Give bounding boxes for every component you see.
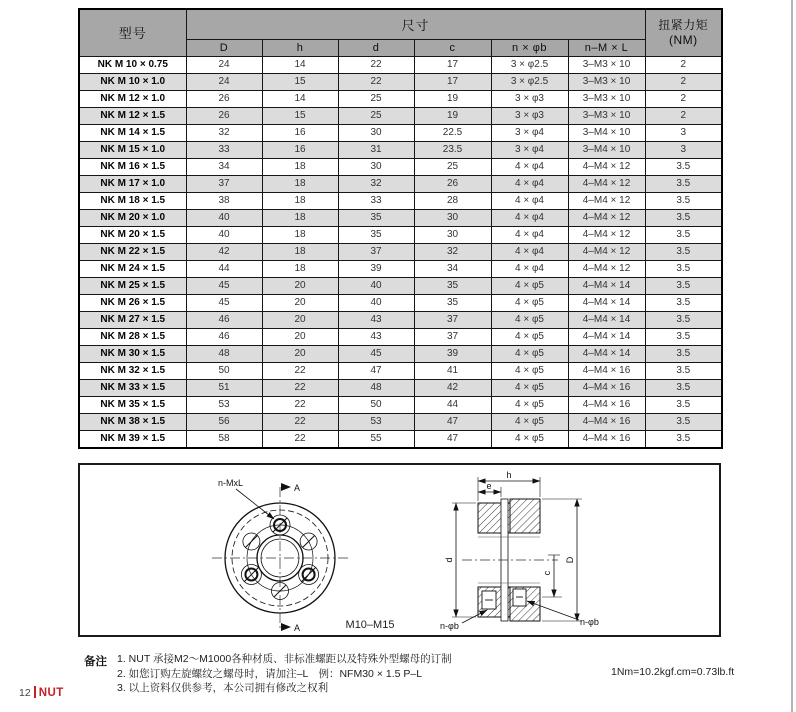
cell-nml: 4–M4 × 12 (568, 175, 645, 192)
cell-h: 18 (262, 243, 338, 260)
cell-nml: 4–M4 × 12 (568, 209, 645, 226)
cell-nml: 4–M4 × 12 (568, 226, 645, 243)
cell-model: NK M 35 × 1.5 (79, 396, 186, 413)
sub-column-header: d (338, 39, 414, 56)
cell-nm: 3.5 (645, 311, 722, 328)
cell-c: 47 (414, 430, 491, 448)
cell-nml: 3–M3 × 10 (568, 56, 645, 73)
cell-nm: 3.5 (645, 345, 722, 362)
cell-d: 53 (338, 413, 414, 430)
cell-D: 46 (186, 311, 262, 328)
cell-nm: 3.5 (645, 294, 722, 311)
page-right-rule (791, 0, 793, 712)
brand-logo: NUT (38, 687, 64, 699)
cell-model: NK M 14 × 1.5 (79, 124, 186, 141)
cell-D: 34 (186, 158, 262, 175)
cell-nml: 4–M4 × 14 (568, 277, 645, 294)
cell-h: 20 (262, 311, 338, 328)
cell-nb: 3 × φ4 (491, 124, 568, 141)
cell-nb: 4 × φ5 (491, 362, 568, 379)
cell-h: 16 (262, 141, 338, 158)
cell-nm: 3.5 (645, 396, 722, 413)
cell-nml: 4–M4 × 14 (568, 294, 645, 311)
column-header-torque (645, 9, 722, 56)
table-row (79, 430, 722, 448)
cell-nb: 4 × φ5 (491, 311, 568, 328)
dim-D-label: D (565, 556, 575, 564)
cell-c: 39 (414, 345, 491, 362)
table-row (79, 243, 722, 260)
cell-nb: 4 × φ4 (491, 226, 568, 243)
cell-model: NK M 18 × 1.5 (79, 192, 186, 209)
dim-e-label: e (486, 481, 492, 491)
cell-model: NK M 20 × 1.5 (79, 226, 186, 243)
cell-h: 14 (262, 90, 338, 107)
cell-nb: 4 × φ4 (491, 260, 568, 277)
cell-c: 37 (414, 311, 491, 328)
cell-D: 56 (186, 413, 262, 430)
table-row (79, 192, 722, 209)
sub-column-header: D (186, 39, 262, 56)
dim-c-label: c (542, 570, 552, 576)
table-row (79, 73, 722, 90)
cell-nml: 4–M4 × 16 (568, 430, 645, 448)
notes-label: 备注 (84, 656, 107, 668)
cell-h: 16 (262, 124, 338, 141)
cell-d: 25 (338, 90, 414, 107)
n-phib-label-left: n-φb (440, 621, 459, 631)
table-row (79, 413, 722, 430)
note-line: 1. NUT 承接M2～M1000各种材质、非标准螺距以及特殊外型螺母的订制 (117, 653, 452, 665)
cell-nml: 3–M4 × 10 (568, 124, 645, 141)
section-label-bottom: A (294, 623, 301, 633)
cell-model: NK M 28 × 1.5 (79, 328, 186, 345)
cell-nml: 4–M4 × 16 (568, 379, 645, 396)
cell-h: 15 (262, 73, 338, 90)
cell-h: 18 (262, 175, 338, 192)
cell-nm: 3.5 (645, 192, 722, 209)
cell-c: 30 (414, 209, 491, 226)
cell-d: 43 (338, 328, 414, 345)
cell-c: 23.5 (414, 141, 491, 158)
cell-d: 37 (338, 243, 414, 260)
cell-nm: 3.5 (645, 260, 722, 277)
cell-nml: 3–M3 × 10 (568, 107, 645, 124)
cell-c: 30 (414, 226, 491, 243)
cell-c: 17 (414, 56, 491, 73)
cell-D: 24 (186, 73, 262, 90)
cell-nm: 3 (645, 124, 722, 141)
cell-nb: 4 × φ4 (491, 243, 568, 260)
cell-D: 51 (186, 379, 262, 396)
spec-table (78, 8, 723, 449)
cell-nm: 3.5 (645, 430, 722, 448)
cell-model: NK M 33 × 1.5 (79, 379, 186, 396)
cell-nb: 3 × φ2.5 (491, 73, 568, 90)
cell-nm: 2 (645, 90, 722, 107)
spec-table-body (79, 56, 722, 448)
cell-d: 22 (338, 73, 414, 90)
page-footer (19, 686, 64, 699)
cell-nm: 2 (645, 56, 722, 73)
cell-D: 32 (186, 124, 262, 141)
cell-c: 17 (414, 73, 491, 90)
table-row (79, 362, 722, 379)
cell-h: 18 (262, 158, 338, 175)
cell-model: NK M 22 × 1.5 (79, 243, 186, 260)
section-label-top: A (294, 483, 301, 493)
notes-list (117, 652, 452, 696)
phib-hole-right (513, 589, 526, 606)
cell-D: 24 (186, 56, 262, 73)
cell-model: NK M 12 × 1.0 (79, 90, 186, 107)
cell-D: 33 (186, 141, 262, 158)
column-header-model: 型号 (79, 9, 186, 56)
cell-nm: 3.5 (645, 362, 722, 379)
table-row (79, 158, 722, 175)
cell-D: 45 (186, 277, 262, 294)
torque-header-line1: 扭紧力矩 (658, 17, 709, 32)
cell-h: 22 (262, 379, 338, 396)
cell-c: 26 (414, 175, 491, 192)
cell-c: 22.5 (414, 124, 491, 141)
cell-nml: 4–M4 × 16 (568, 362, 645, 379)
cell-nml: 4–M4 × 14 (568, 328, 645, 345)
note-line: 3. 以上资料仅供参考，本公司拥有修改之权利 (117, 682, 329, 695)
cell-nb: 4 × φ5 (491, 379, 568, 396)
cell-D: 26 (186, 107, 262, 124)
cell-h: 14 (262, 56, 338, 73)
cell-nb: 4 × φ5 (491, 430, 568, 448)
cell-nml: 3–M3 × 10 (568, 73, 645, 90)
cell-c: 47 (414, 413, 491, 430)
table-row (79, 209, 722, 226)
cell-model: NK M 25 × 1.5 (79, 277, 186, 294)
table-row (79, 277, 722, 294)
n-phib-label-right: n-φb (580, 617, 599, 627)
cell-model: NK M 27 × 1.5 (79, 311, 186, 328)
cell-d: 55 (338, 430, 414, 448)
cell-d: 32 (338, 175, 414, 192)
cell-h: 18 (262, 209, 338, 226)
cell-nml: 3–M4 × 10 (568, 141, 645, 158)
cell-model: NK M 16 × 1.5 (79, 158, 186, 175)
cell-d: 39 (338, 260, 414, 277)
cell-c: 25 (414, 158, 491, 175)
cell-D: 45 (186, 294, 262, 311)
cell-model: NK M 12 × 1.5 (79, 107, 186, 124)
cell-nm: 3.5 (645, 328, 722, 345)
cell-nb: 4 × φ5 (491, 294, 568, 311)
cell-model: NK M 10 × 1.0 (79, 73, 186, 90)
cell-c: 42 (414, 379, 491, 396)
cell-d: 40 (338, 294, 414, 311)
cell-nml: 3–M3 × 10 (568, 90, 645, 107)
column-header-dimensions: 尺寸 (186, 9, 645, 39)
table-row (79, 90, 722, 107)
cell-c: 37 (414, 328, 491, 345)
cell-d: 40 (338, 277, 414, 294)
section-arrow-top (281, 483, 291, 491)
table-row (79, 396, 722, 413)
dim-d-label: d (444, 557, 454, 563)
table-row (79, 311, 722, 328)
cell-model: NK M 10 × 0.75 (79, 56, 186, 73)
cell-d: 48 (338, 379, 414, 396)
cell-nm: 3.5 (645, 226, 722, 243)
cell-c: 34 (414, 260, 491, 277)
cell-nm: 2 (645, 107, 722, 124)
cell-nml: 4–M4 × 14 (568, 311, 645, 328)
cell-h: 22 (262, 413, 338, 430)
cell-nb: 4 × φ5 (491, 328, 568, 345)
cell-model: NK M 39 × 1.5 (79, 430, 186, 448)
cell-model: NK M 32 × 1.5 (79, 362, 186, 379)
cell-d: 31 (338, 141, 414, 158)
cell-d: 33 (338, 192, 414, 209)
cell-c: 32 (414, 243, 491, 260)
n-mxl-label: n-MxL (218, 478, 244, 488)
cell-h: 18 (262, 226, 338, 243)
cell-model: NK M 15 × 1.0 (79, 141, 186, 158)
cell-c: 41 (414, 362, 491, 379)
cell-D: 40 (186, 226, 262, 243)
cell-nml: 4–M4 × 12 (568, 260, 645, 277)
cell-nb: 3 × φ4 (491, 141, 568, 158)
table-row (79, 107, 722, 124)
cell-nb: 3 × φ2.5 (491, 56, 568, 73)
cell-D: 48 (186, 345, 262, 362)
cell-h: 20 (262, 328, 338, 345)
cell-d: 25 (338, 107, 414, 124)
table-row (79, 141, 722, 158)
cell-d: 50 (338, 396, 414, 413)
cell-d: 35 (338, 209, 414, 226)
cell-h: 22 (262, 362, 338, 379)
cell-D: 58 (186, 430, 262, 448)
front-view (212, 478, 394, 633)
cell-d: 22 (338, 56, 414, 73)
cell-model: NK M 20 × 1.0 (79, 209, 186, 226)
cell-model: NK M 26 × 1.5 (79, 294, 186, 311)
cell-D: 40 (186, 209, 262, 226)
table-row (79, 226, 722, 243)
cell-nm: 3.5 (645, 379, 722, 396)
cell-nml: 4–M4 × 12 (568, 158, 645, 175)
table-row (79, 294, 722, 311)
sub-column-header: n × φb (491, 39, 568, 56)
cell-D: 53 (186, 396, 262, 413)
cell-D: 37 (186, 175, 262, 192)
cell-nm: 3 (645, 141, 722, 158)
cell-nb: 4 × φ5 (491, 413, 568, 430)
table-row (79, 260, 722, 277)
cell-h: 15 (262, 107, 338, 124)
table-row (79, 56, 722, 73)
table-row (79, 124, 722, 141)
cell-d: 35 (338, 226, 414, 243)
cell-nml: 4–M4 × 16 (568, 396, 645, 413)
note-line: 2. 如您订购左旋螺纹之螺母时，请加注–L 例：NFM30 × 1.5 P–L (117, 667, 423, 680)
table-row (79, 379, 722, 396)
cell-nb: 4 × φ5 (491, 277, 568, 294)
cell-d: 30 (338, 158, 414, 175)
cell-h: 20 (262, 345, 338, 362)
cell-D: 50 (186, 362, 262, 379)
cell-c: 35 (414, 277, 491, 294)
cell-d: 45 (338, 345, 414, 362)
view-caption: M10–M15 (345, 619, 395, 631)
cell-d: 30 (338, 124, 414, 141)
cell-c: 28 (414, 192, 491, 209)
cell-nm: 3.5 (645, 209, 722, 226)
cell-h: 22 (262, 396, 338, 413)
table-row (79, 345, 722, 362)
cell-c: 19 (414, 107, 491, 124)
cell-d: 47 (338, 362, 414, 379)
cell-nb: 4 × φ4 (491, 175, 568, 192)
cell-nm: 3.5 (645, 277, 722, 294)
cell-nb: 4 × φ4 (491, 158, 568, 175)
cell-nb: 4 × φ4 (491, 209, 568, 226)
cell-D: 42 (186, 243, 262, 260)
cell-nml: 4–M4 × 12 (568, 192, 645, 209)
cell-d: 43 (338, 311, 414, 328)
sub-column-header: n–M × L (568, 39, 645, 56)
cell-nm: 3.5 (645, 243, 722, 260)
cell-nm: 3.5 (645, 175, 722, 192)
dim-h-label: h (506, 470, 512, 480)
cell-h: 20 (262, 277, 338, 294)
cell-D: 46 (186, 328, 262, 345)
cell-nb: 3 × φ3 (491, 90, 568, 107)
cell-c: 44 (414, 396, 491, 413)
cell-nm: 3.5 (645, 158, 722, 175)
page-number: 12 (19, 687, 31, 699)
cell-model: NK M 24 × 1.5 (79, 260, 186, 277)
cell-c: 19 (414, 90, 491, 107)
technical-drawing-panel (78, 463, 721, 637)
technical-drawing (80, 465, 719, 635)
cell-nm: 2 (645, 73, 722, 90)
section-arrow-bottom (281, 623, 291, 631)
section-view (440, 470, 599, 631)
cell-nml: 4–M4 × 14 (568, 345, 645, 362)
table-row (79, 328, 722, 345)
cell-model: NK M 38 × 1.5 (79, 413, 186, 430)
cell-model: NK M 30 × 1.5 (79, 345, 186, 362)
sub-column-header: c (414, 39, 491, 56)
cell-nml: 4–M4 × 16 (568, 413, 645, 430)
cell-h: 18 (262, 192, 338, 209)
torque-header-line2: (NM) (668, 32, 698, 47)
cell-nml: 4–M4 × 12 (568, 243, 645, 260)
cell-h: 20 (262, 294, 338, 311)
cell-nb: 4 × φ5 (491, 345, 568, 362)
cell-h: 18 (262, 260, 338, 277)
cell-nb: 4 × φ4 (491, 192, 568, 209)
cell-D: 26 (186, 90, 262, 107)
sub-column-header: h (262, 39, 338, 56)
cell-nm: 3.5 (645, 413, 722, 430)
spec-table-header (79, 9, 722, 56)
cell-D: 38 (186, 192, 262, 209)
footer-divider (34, 686, 36, 698)
cell-model: NK M 17 × 1.0 (79, 175, 186, 192)
cell-nb: 3 × φ3 (491, 107, 568, 124)
cell-c: 35 (414, 294, 491, 311)
unit-conversion-note: 1Nm=10.2kgf.cm=0.73lb.ft (611, 666, 735, 678)
cell-h: 22 (262, 430, 338, 448)
table-row (79, 175, 722, 192)
cell-D: 44 (186, 260, 262, 277)
cell-nb: 4 × φ5 (491, 396, 568, 413)
